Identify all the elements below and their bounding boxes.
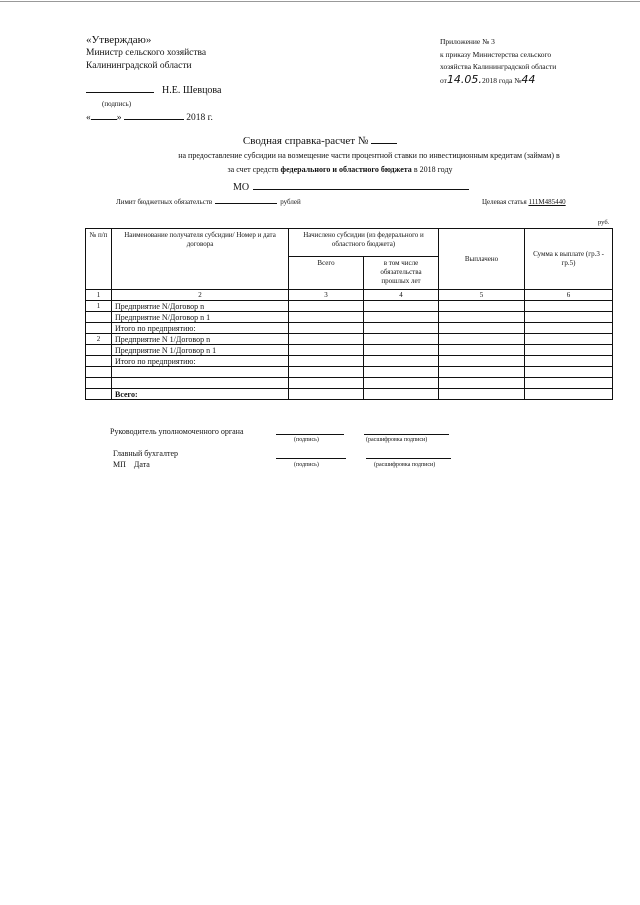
- date-close-quote: »: [116, 113, 122, 123]
- appendix-line1: Приложение № 3: [440, 37, 495, 46]
- row-value-cell: [525, 334, 613, 345]
- row-num: [86, 312, 112, 323]
- row-value-cell: [289, 323, 364, 334]
- limit-blank: [215, 203, 277, 204]
- appendix-year-number: 2018 года №: [481, 75, 522, 85]
- row-value-cell: [525, 323, 613, 334]
- acc-sign-line: [276, 458, 346, 459]
- row-num: [86, 356, 112, 367]
- subtitle-line1: на предоставление субсидии на возмещение части процентной ставки по инвестиционным кредитам (займам) в: [178, 151, 560, 160]
- row-value-cell: [289, 389, 364, 400]
- table-row: [86, 367, 613, 378]
- appendix-line4: [440, 74, 556, 88]
- table-row: [86, 334, 613, 345]
- signature-line: [86, 92, 154, 93]
- row-num: 1: [86, 301, 112, 312]
- row-name: Предприятие N 1/Договор n 1: [112, 345, 289, 356]
- row-value-cell: [289, 334, 364, 345]
- target-label: Целевая статья: [482, 198, 527, 206]
- appendix-block: [440, 36, 556, 87]
- appendix-line3: хозяйства Калининградской области: [440, 62, 557, 71]
- date-suffix: г.: [207, 113, 213, 123]
- row-value-cell: [364, 345, 439, 356]
- colnum-2: 2: [112, 290, 289, 301]
- head-decode-caption: (расшифровка подписи): [366, 437, 428, 443]
- row-value-cell: [364, 367, 439, 378]
- date-open-quote: «: [86, 113, 91, 123]
- table-row: [86, 356, 613, 367]
- date-year: 2018: [186, 113, 206, 123]
- appendix-line2: к приказу Министерства сельского: [440, 49, 552, 59]
- row-value-cell: [364, 312, 439, 323]
- mp-date-row: [113, 459, 178, 470]
- row-value-cell: [364, 389, 439, 400]
- acc-sign-caption: (подпись): [294, 462, 319, 468]
- row-value-cell: [525, 367, 613, 378]
- number-blank: [371, 143, 397, 144]
- acc-decode-line: [366, 458, 451, 459]
- table-row: [86, 345, 613, 356]
- row-num: [86, 367, 112, 378]
- row-value-cell: [289, 378, 364, 389]
- target-code: 111M485440: [528, 198, 566, 206]
- approve-position: Министр сельского хозяйства: [86, 48, 207, 58]
- handwritten-date: 14.05.: [446, 72, 482, 86]
- col-num-header: № п/п: [86, 229, 112, 290]
- table-row: [86, 378, 613, 389]
- row-value-cell: [525, 389, 613, 400]
- approve-region: Калининградской области: [86, 61, 192, 71]
- colnum-5: 5: [439, 290, 525, 301]
- table-row: [86, 389, 613, 400]
- col-accrued-header: Начислено субсидии (из федерального и областного бюджета): [289, 229, 439, 257]
- row-name: Итого по предприятию:: [112, 323, 289, 334]
- row-value-cell: [525, 345, 613, 356]
- row-name: Всего:: [112, 389, 289, 400]
- mo-line: [233, 182, 469, 193]
- title-text: Сводная справка-расчет №: [242, 135, 369, 147]
- signature-caption: (подпись): [102, 100, 132, 108]
- subtitle-line2: [0, 165, 640, 174]
- row-num: 2: [86, 334, 112, 345]
- currency-label: руб.: [598, 219, 610, 226]
- colnum-6: 6: [525, 290, 613, 301]
- row-value-cell: [364, 378, 439, 389]
- row-name: [112, 378, 289, 389]
- mo-label: МО: [233, 182, 250, 193]
- approve-date: [86, 113, 213, 123]
- limit-line: [116, 198, 301, 206]
- limit-unit: рублей: [280, 198, 301, 206]
- row-value-cell: [364, 356, 439, 367]
- acc-decode-caption: (расшифровка подписи): [374, 462, 436, 468]
- head-label: Руководитель уполномоченного органа: [110, 427, 244, 436]
- row-name: Итого по предприятию:: [112, 356, 289, 367]
- column-numbers-row: [86, 290, 613, 301]
- subtitle-prefix: за счет средств: [227, 165, 281, 174]
- row-value-cell: [364, 301, 439, 312]
- row-num: [86, 389, 112, 400]
- limit-label: Лимит бюджетных обязательств: [116, 198, 213, 206]
- row-name: [112, 367, 289, 378]
- row-value-cell: [364, 323, 439, 334]
- row-value-cell: [525, 301, 613, 312]
- handwritten-number: 44: [521, 72, 536, 86]
- colnum-4: 4: [364, 290, 439, 301]
- accountant-label: Главный бухгалтер: [113, 449, 178, 458]
- head-sign-line: [276, 434, 344, 435]
- row-name: Предприятие N/Договор n: [112, 301, 289, 312]
- approval-block: [86, 34, 206, 73]
- row-value-cell: [289, 356, 364, 367]
- col-total-header: Всего: [289, 257, 364, 290]
- row-value-cell: [439, 334, 525, 345]
- day-blank: [91, 119, 117, 120]
- row-value-cell: [364, 334, 439, 345]
- approve-heading: «Утверждаю»: [86, 34, 152, 46]
- head-decode-line: [364, 434, 449, 435]
- top-border: [0, 1, 640, 2]
- row-value-cell: [439, 323, 525, 334]
- row-num: [86, 345, 112, 356]
- row-value-cell: [289, 301, 364, 312]
- target-line: [482, 198, 566, 206]
- row-value-cell: [289, 345, 364, 356]
- document-title: [0, 135, 640, 147]
- colnum-1: 1: [86, 290, 112, 301]
- col-incl-header: в том числе обязательства прошлых лет: [364, 257, 439, 290]
- row-value-cell: [525, 356, 613, 367]
- month-blank: [124, 119, 184, 120]
- row-value-cell: [439, 378, 525, 389]
- row-value-cell: [439, 345, 525, 356]
- col-name-header: Наименование получателя субсидии/ Номер и дата договора: [112, 229, 289, 290]
- row-name: Предприятие N 1/Договор n: [112, 334, 289, 345]
- row-num: [86, 323, 112, 334]
- row-value-cell: [439, 367, 525, 378]
- row-value-cell: [439, 389, 525, 400]
- row-value-cell: [525, 378, 613, 389]
- row-value-cell: [439, 312, 525, 323]
- row-value-cell: [439, 301, 525, 312]
- col-paid-header: Выплачено: [439, 229, 525, 290]
- row-value-cell: [289, 312, 364, 323]
- table-row: [86, 323, 613, 334]
- subtitle-suffix: в 2018 году: [411, 165, 453, 174]
- row-name: Предприятие N/Договор n 1: [112, 312, 289, 323]
- mo-blank: [253, 189, 469, 190]
- subsidy-table: [85, 228, 613, 400]
- signer-name: Н.Е. Шевцова: [162, 85, 222, 96]
- row-num: [86, 378, 112, 389]
- approve-signature-row: [86, 85, 221, 96]
- accountant-block: [113, 448, 178, 470]
- subtitle-bold: федерального и областного бюджета: [280, 165, 412, 174]
- table-row: [86, 301, 613, 312]
- row-value-cell: [289, 367, 364, 378]
- mp-label: МП: [113, 460, 126, 469]
- header-row-1: [86, 229, 613, 257]
- table-row: [86, 312, 613, 323]
- row-value-cell: [439, 356, 525, 367]
- appendix-from: от: [440, 75, 447, 85]
- colnum-3: 3: [289, 290, 364, 301]
- row-value-cell: [525, 312, 613, 323]
- col-due-header: Сумма к выплате (гр.3 - гр.5): [525, 229, 613, 290]
- date-label: Дата: [133, 460, 150, 469]
- head-sign-caption: (подпись): [294, 437, 319, 443]
